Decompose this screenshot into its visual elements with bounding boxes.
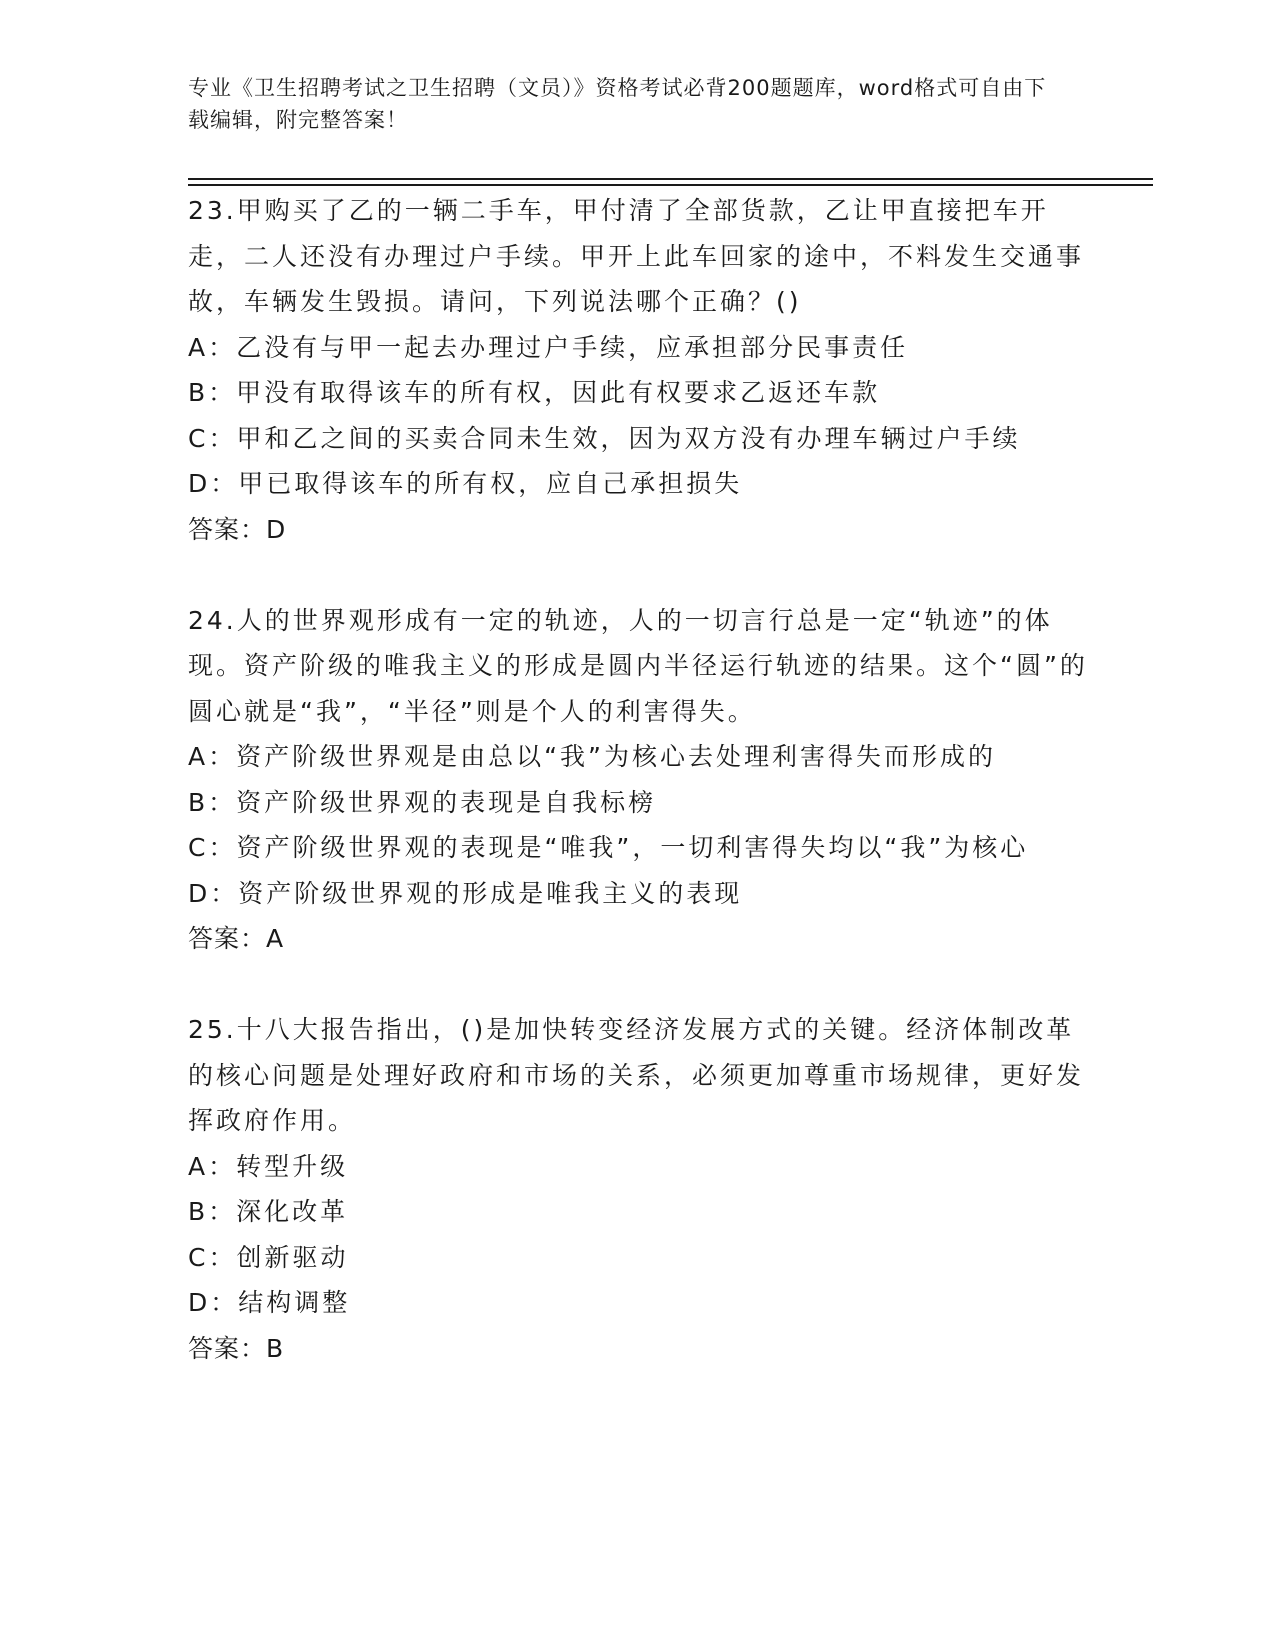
answer: 答案：D <box>188 514 287 544</box>
header-divider-top <box>188 178 1153 180</box>
option-d: D：资产阶级世界观的形成是唯我主义的表现 <box>188 878 743 908</box>
page-header: 专业《卫生招聘考试之卫生招聘（文员）》资格考试必背200题题库，word格式可自由下载编辑，附完整答案！ <box>188 76 1047 132</box>
option-c: C：资产阶级世界观的表现是“唯我”，一切利害得失均以“我”为核心 <box>188 833 1029 862</box>
option-a: A：转型升级 <box>188 1151 349 1181</box>
option-d: D：结构调整 <box>188 1288 351 1317</box>
question-list <box>188 188 1088 1371</box>
option-a: A：资产阶级世界观是由总以“我”为核心去处理利害得失而形成的 <box>188 742 997 771</box>
question-stem: 25.十八大报告指出，()是加快转变经济发展方式的关键。经济体制改革的核心问题是处理好政府和市场的关系，必须更加尊重市场规律，更好发挥政府作用。 <box>188 1015 1085 1135</box>
header-divider-bottom <box>188 184 1153 186</box>
option-c: C：甲和乙之间的买卖合同未生效，因为双方没有办理车辆过户手续 <box>188 423 1021 453</box>
option-c: C：创新驱动 <box>188 1242 349 1272</box>
question-24 <box>188 598 1088 962</box>
option-b: B：甲没有取得该车的所有权，因此有权要求乙返还车款 <box>188 378 881 407</box>
option-b: B：深化改革 <box>188 1197 349 1226</box>
option-a: A：乙没有与甲一起去办理过户手续，应承担部分民事责任 <box>188 332 909 362</box>
question-stem: 24.人的世界观形成有一定的轨迹，人的一切言行总是一定“轨迹”的体现。资产阶级的唯我主义的形成是圆内半径运行轨迹的结果。这个“圆”的圆心就是“我”，“半径”则是个人的利害得失。 <box>188 605 1088 726</box>
answer: 答案：B <box>188 1333 285 1363</box>
question-25 <box>188 1007 1088 1371</box>
question-23 <box>188 188 1088 552</box>
question-stem: 23.甲购买了乙的一辆二手车，甲付清了全部货款，乙让甲直接把车开走，二人还没有办理过户手续。甲开上此车回家的途中，不料发生交通事故，车辆发生毁损。请问，下列说法哪个正确？() <box>188 196 1085 316</box>
option-d: D：甲已取得该车的所有权，应自己承担损失 <box>188 469 743 498</box>
option-b: B：资产阶级世界观的表现是自我标榜 <box>188 787 657 817</box>
answer: 答案：A <box>188 924 285 953</box>
